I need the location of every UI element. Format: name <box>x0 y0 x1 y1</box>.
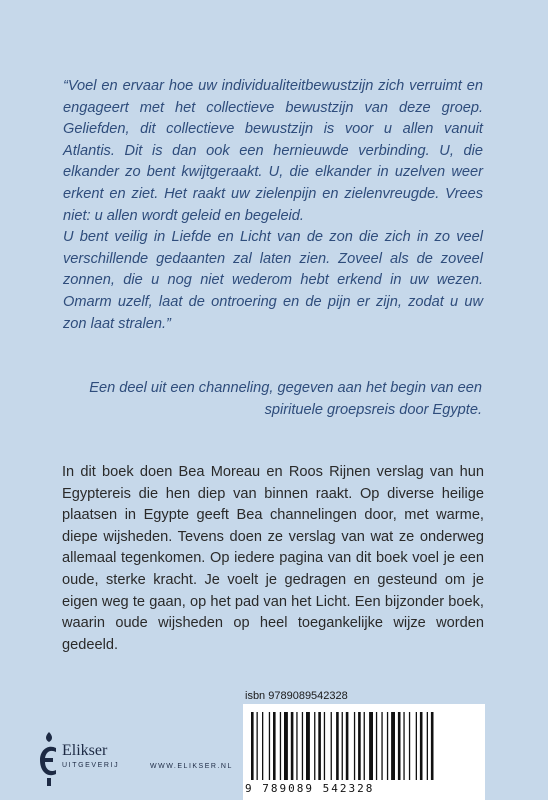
barcode-digits: 9 789089 542328 <box>245 782 375 795</box>
barcode-bar <box>427 712 428 780</box>
barcode-bar <box>324 712 325 780</box>
barcode-bar <box>358 712 361 780</box>
attribution-line-1: Een deel uit een channeling, gegeven aan het begin van een <box>89 380 482 396</box>
barcode-bar <box>273 712 276 780</box>
quote-paragraph-1: “Voel en ervaar hoe uw individualiteitbewustzijn zich verruimt en engageert met het collectieve bewustzijn van deze groep. Geliefden, dit collectieve bewustzijn is voor u allen vanuit Atlantis. Dit is dan ook een hernieuwde verbinding. U, die elkander zo bent kwijtgeraakt. U, die elkander in uzelven weer erkent en ziet. Het raakt uw zielenpijn en zielenvreugde. Vrees niet: u allen wordt geleid en begeleid. <box>63 78 483 224</box>
barcode-bar <box>251 712 254 780</box>
quote-paragraph-2: U bent veilig in Liefde en Licht van de zon die zich in zo veel verschillende gedaanten zal laten zien. Zoveel als de zoveel zonnen, die u nog niet wederom hebt erkend in uw wezen. Omarm uzelf, laat de ontroering en de pijn er zijn, zodat u uw zon laat stralen.” <box>63 229 483 332</box>
book-description: In dit boek doen Bea Moreau en Roos Rijnen verslag van hun Egyptereis die hen diep van binnen raakt. Op diverse heilige plaatsen in Egypte geeft Bea channelingen door, met warme, diepe wijsheden. Tevens doen ze verslag van wat ze onderweg allemaal tegenkomen. Op iedere pagina van dit boek voel je een oude, sterke kracht. Je voelt je gedragen en gesteund om je eigen weg te gaan, op het pad van het Licht. Een bijzonder boek, waarin oude wijsheden op heel toegankelijke wijze worden gedeeld. <box>62 464 484 653</box>
barcode-bar <box>398 712 401 780</box>
quote-block <box>63 76 483 335</box>
barcode-bar <box>342 712 343 780</box>
publisher-website: WWW.ELIKSER.NL <box>150 763 233 770</box>
barcode-bar <box>331 712 332 780</box>
quote-attribution <box>63 378 482 421</box>
barcode-bar <box>269 712 270 780</box>
barcode-bar <box>369 712 373 780</box>
barcode-bar <box>318 712 321 780</box>
barcode-bar <box>291 712 294 780</box>
barcode-bar <box>391 712 395 780</box>
barcode-bar <box>409 712 410 780</box>
barcode-bar <box>262 712 263 780</box>
barcode-bar <box>296 712 297 780</box>
barcode-bar <box>336 712 339 780</box>
barcode-bar <box>403 712 404 780</box>
barcode-bar <box>364 712 365 780</box>
barcode-bar <box>284 712 288 780</box>
lamp-e-logo-icon <box>36 728 62 788</box>
barcode-bar <box>416 712 417 780</box>
barcode <box>243 704 485 800</box>
barcode-bar <box>431 712 434 780</box>
isbn-label: isbn 9789089542328 <box>245 690 348 702</box>
barcode-bar <box>302 712 303 780</box>
barcode-bars <box>251 712 477 780</box>
barcode-bar <box>346 712 349 780</box>
barcode-bar <box>314 712 315 780</box>
publisher-logo <box>36 728 146 788</box>
barcode-bar <box>280 712 281 780</box>
barcode-bar <box>354 712 355 780</box>
barcode-bar <box>381 712 382 780</box>
barcode-bar <box>376 712 377 780</box>
barcode-bar <box>420 712 423 780</box>
attribution-line-2: spirituele groepsreis door Egypte. <box>264 401 482 418</box>
publisher-name: Elikser <box>62 742 108 759</box>
barcode-bar <box>306 712 310 780</box>
barcode-bar <box>387 712 388 780</box>
barcode-bar <box>257 712 258 780</box>
publisher-subtitle: UITGEVERIJ <box>62 762 120 769</box>
